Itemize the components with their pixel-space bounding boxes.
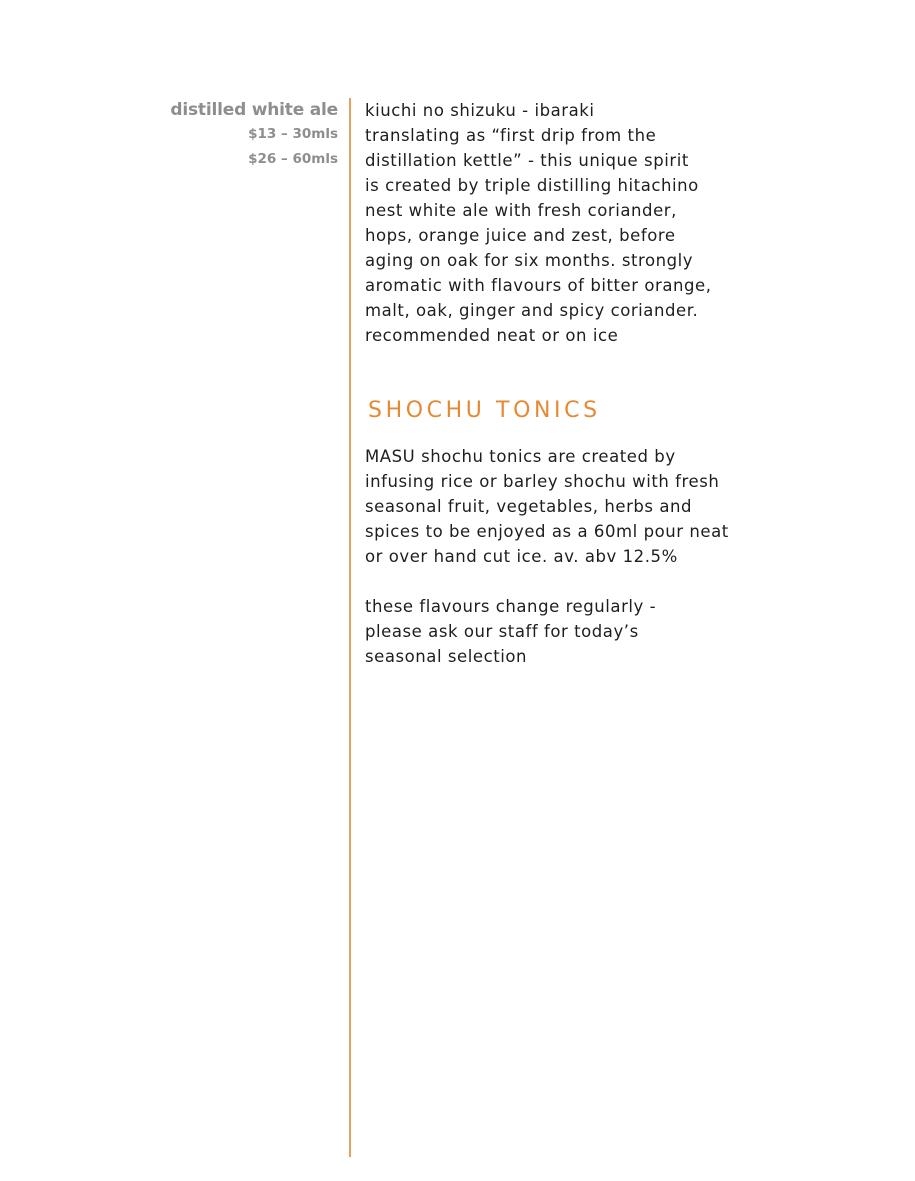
description-line: kiuchi no shizuku - ibaraki <box>365 101 595 120</box>
note-line: these flavours change regularly - <box>365 597 657 616</box>
description-line: aging on oak for six months. strongly <box>365 251 694 270</box>
item-description <box>365 98 765 348</box>
item-name: distilled white ale <box>170 100 338 120</box>
item-name-column <box>170 98 338 172</box>
description-line: malt, oak, ginger and spicy coriander. <box>365 301 699 320</box>
note-line: seasonal selection <box>365 647 528 666</box>
description-line: translating as “first drip from the <box>365 126 657 145</box>
intro-line: MASU shochu tonics are created by <box>365 447 676 466</box>
note-line: please ask our staff for today’s <box>365 622 639 641</box>
price-60ml: $26 – 60mls <box>248 151 338 167</box>
vertical-divider <box>349 98 351 1157</box>
description-line: recommended neat or on ice <box>365 326 619 345</box>
intro-line: or over hand cut ice. av. abv 12.5% <box>365 547 678 566</box>
description-line: hops, orange juice and zest, before <box>365 226 676 245</box>
description-line: distillation kettle” - this unique spirit <box>365 151 689 170</box>
intro-line: spices to be enjoyed as a 60ml pour neat <box>365 522 729 541</box>
description-line: nest white ale with fresh coriander, <box>365 201 677 220</box>
section-title: SHOCHU TONICS <box>368 398 601 423</box>
description-line: is created by triple distilling hitachino <box>365 176 699 195</box>
section-intro <box>365 444 765 569</box>
intro-line: infusing rice or barley shochu with fresh <box>365 472 720 491</box>
description-line: aromatic with flavours of bitter orange, <box>365 276 712 295</box>
price-30ml: $13 – 30mls <box>248 126 338 142</box>
description-column <box>365 98 765 669</box>
intro-line: seasonal fruit, vegetables, herbs and <box>365 497 693 516</box>
section-note <box>365 594 765 669</box>
